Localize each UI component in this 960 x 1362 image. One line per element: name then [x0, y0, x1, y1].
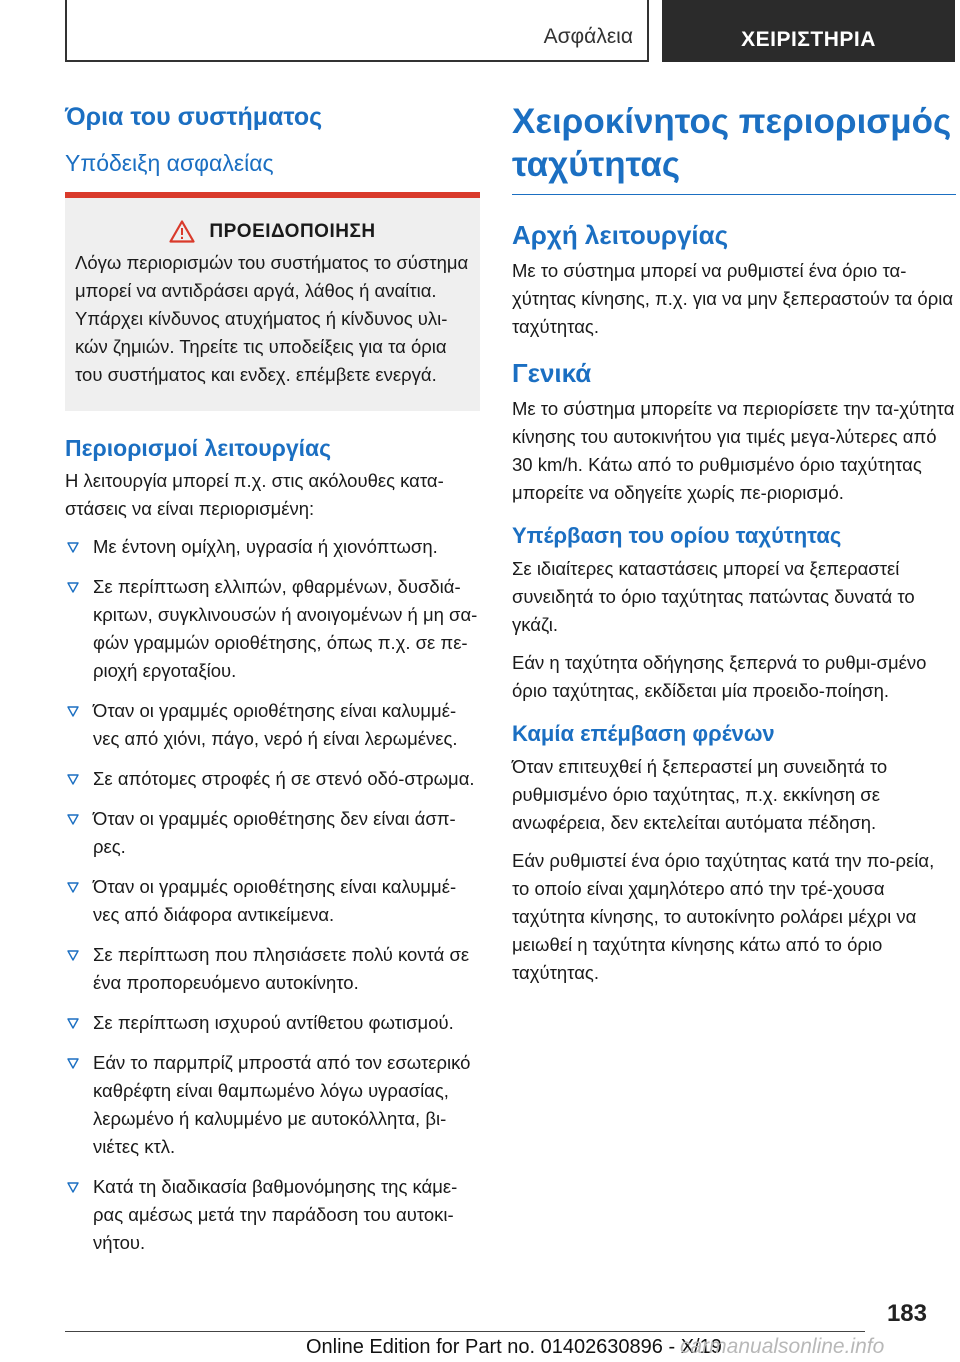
- bullet-triangle-icon: [67, 582, 79, 593]
- function-limits-heading: Περιορισμοί λειτουργίας: [65, 435, 332, 461]
- right-column: [512, 100, 956, 997]
- general-heading: Γενικά: [512, 358, 592, 388]
- warning-title: [75, 220, 470, 243]
- warning-box: [65, 192, 480, 411]
- watermark: carmanualsonline.info: [680, 1335, 885, 1358]
- bullet-triangle-icon: [67, 814, 79, 825]
- safety-note-heading: Υπόδειξη ασφαλείας: [65, 150, 274, 176]
- principle-text: Με το σύστημα μπορεί να ρυθμιστεί ένα όριο τα-χύτητας κίνησης, π.χ. για να μην ξεπεραστούν τα όρια ταχύτητας.: [512, 260, 954, 337]
- left-column: [65, 100, 480, 1269]
- section-tab: Ασφάλεια: [65, 0, 649, 62]
- chapter-tab: ΧΕΙΡΙΣΤΗΡΙΑ: [662, 0, 955, 62]
- principle-heading: Αρχή λειτουργίας: [512, 220, 729, 250]
- warning-triangle-icon: [169, 220, 195, 243]
- system-limits-title: Όρια του συστήματος: [65, 103, 323, 131]
- list-item: Κατά τη διαδικασία βαθμονόμησης της κάμε-ρας αμέσως μετά την παράδοση του αυτοκι-νήτου.: [65, 1173, 480, 1257]
- edition-text: Online Edition for Part no. 01402630896 - X/19: [306, 1336, 722, 1358]
- brake-heading: Καμία επέμβαση φρένων: [512, 721, 775, 746]
- bullet-triangle-icon: [67, 774, 79, 785]
- bullet-triangle-icon: [67, 1018, 79, 1029]
- speed-limiter-title: Χειροκίνητος περιορισμός ταχύτητας: [512, 100, 956, 195]
- general-text: Με το σύστημα μπορείτε να περιορίσετε την τα-χύτητα κίνησης του αυτοκινήτου για τιμές μεγα-λύτερες από 30 km/h. Κάτω από το ρυθμισμένο όριο ταχύτητας μπορείτε να οδηγείτε χωρίς πε-ριορισμό.: [512, 398, 955, 503]
- bullet-triangle-icon: [67, 706, 79, 717]
- page-number: 183: [886, 1300, 927, 1327]
- exceed-text-1: Σε ιδιαίτερες καταστάσεις μπορεί να ξεπεραστεί συνειδητά το όριο ταχύτητας πατώντας δυνατά το γκάζι.: [512, 558, 915, 635]
- exceed-text-2: Εάν η ταχύτητα οδήγησης ξεπερνά το ρυθμι-σμένο όριο ταχύτητας, εκδίδεται μία προειδο-ποίηση.: [512, 652, 927, 701]
- list-item: Εάν το παρμπρίζ μπροστά από τον εσωτερικό καθρέφτη είναι θαμπωμένο λόγω υγρασίας, λερωμένο ή καλυμμένο με αυτοκόλλητα, βι-νιέτες κτλ.: [65, 1049, 480, 1161]
- brake-text-2: Εάν ρυθμιστεί ένα όριο ταχύτητας κατά την πο-ρεία, το οποίο είναι χαμηλότερο από την τρέ-χουσα ταχύτητα κίνησης, το αυτοκίνητο ρολάρει μέχρι να μειωθεί η ταχύτητα κίνησης κάτω από το όριο ταχύτητας.: [512, 850, 935, 983]
- list-item: Σε περίπτωση ελλιπών, φθαρμένων, δυσδιά-κριτων, συγκλινουσών ή ανοιγομένων ή μη σα-φών γραμμών οριοθέτησης, όπως π.χ. σε πε-ριοχή εργοταξίου.: [65, 573, 480, 685]
- warning-label: ΠΡΟΕΙΔΟΠΟΙΗΣΗ: [209, 220, 376, 242]
- limits-list: [65, 533, 480, 1257]
- list-item: Σε απότομες στροφές ή σε στενό οδό-στρωμα.: [65, 765, 480, 793]
- bullet-triangle-icon: [67, 882, 79, 893]
- brake-text-1: Όταν επιτευχθεί ή ξεπεραστεί μη συνειδητά το ρυθμισμένο όριο ταχύτητας, π.χ. εκκίνηση σε ανωφέρεια, δεν εκτελείται αυτόματα πέδηση.: [512, 756, 888, 833]
- bullet-triangle-icon: [67, 1058, 79, 1069]
- bullet-triangle-icon: [67, 1182, 79, 1193]
- page-header: [65, 0, 955, 64]
- bullet-triangle-icon: [67, 950, 79, 961]
- list-item: Σε περίπτωση ισχυρού αντίθετου φωτισμού.: [65, 1009, 480, 1037]
- warning-text: Λόγω περιορισμών του συστήματος το σύστημα μπορεί να αντιδράσει αργά, λάθος ή αναίτια. Υπάρχει κίνδυνος ατυχήματος ή κίνδυνος υλι-κών ζημιών. Τηρείτε τις υποδείξεις για τα όρια του συστήματος και ενδεχ. επέμβετε ενεργά.: [75, 252, 469, 385]
- function-limits-intro: Η λειτουργία μπορεί π.χ. στις ακόλουθες κατα-στάσεις να είναι περιορισμένη:: [65, 470, 444, 519]
- bullet-triangle-icon: [67, 542, 79, 553]
- list-item: Όταν οι γραμμές οριοθέτησης δεν είναι άσπ-ρες.: [65, 805, 480, 861]
- list-item: Όταν οι γραμμές οριοθέτησης είναι καλυμμέ-νες από χιόνι, πάγο, νερό ή είναι λερωμένες.: [65, 697, 480, 753]
- list-item: Όταν οι γραμμές οριοθέτησης είναι καλυμμέ-νες από διάφορα αντικείμενα.: [65, 873, 480, 929]
- exceed-heading: Υπέρβαση του ορίου ταχύτητας: [512, 523, 842, 548]
- list-item: Σε περίπτωση που πλησιάσετε πολύ κοντά σε ένα προπορευόμενο αυτοκίνητο.: [65, 941, 480, 997]
- footer-divider: [65, 1331, 865, 1332]
- list-item: Με έντονη ομίχλη, υγρασία ή χιονόπτωση.: [65, 533, 480, 561]
